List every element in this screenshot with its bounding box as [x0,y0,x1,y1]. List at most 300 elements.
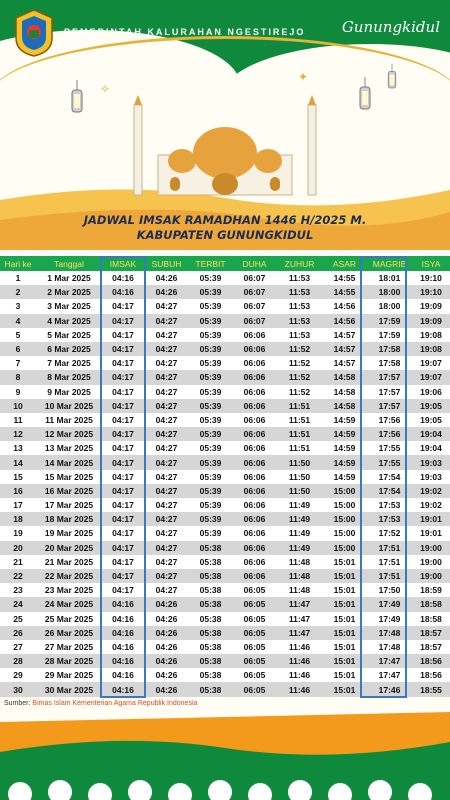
cell-duha: 06:06 [232,526,277,540]
cell-terbit: 05:39 [189,271,232,285]
cell-terbit: 05:38 [189,612,232,626]
cell-date: 20 Mar 2025 [36,541,102,555]
cell-date: 16 Mar 2025 [36,484,102,498]
cell-magrib: 17:47 [367,654,412,668]
cell-zuhur: 11:46 [277,668,322,682]
cell-magrib: 18:01 [367,271,412,285]
lantern-icon [358,72,372,122]
cell-imsak: 04:17 [102,583,144,597]
cell-duha: 06:06 [232,498,277,512]
cell-subuh: 04:26 [144,285,189,299]
schedule-title [0,213,450,243]
title-line-2: KABUPATEN GUNUNGKIDUL [136,228,314,242]
cell-imsak: 04:17 [102,484,144,498]
cell-subuh: 04:26 [144,640,189,654]
cell-terbit: 05:39 [189,399,232,413]
cell-terbit: 05:38 [189,668,232,682]
cell-magrib: 17:55 [367,441,412,455]
cell-duha: 06:05 [232,583,277,597]
column-header-subuh: SUBUH [144,256,189,271]
cell-isya: 19:02 [412,484,450,498]
cell-day: 16 [0,484,36,498]
cell-zuhur: 11:48 [277,569,322,583]
cell-duha: 06:06 [232,356,277,370]
cell-isya: 19:00 [412,541,450,555]
cell-isya: 19:08 [412,342,450,356]
cell-date: 13 Mar 2025 [36,441,102,455]
cell-date: 10 Mar 2025 [36,399,102,413]
cell-isya: 19:08 [412,328,450,342]
cell-day: 13 [0,441,36,455]
table-row [0,597,450,611]
cell-subuh: 04:27 [144,498,189,512]
imsak-schedule-table [0,256,450,697]
cell-date: 25 Mar 2025 [36,612,102,626]
cell-isya: 19:06 [412,385,450,399]
cell-terbit: 05:39 [189,470,232,484]
cell-day: 1 [0,271,36,285]
cell-imsak: 04:16 [102,668,144,682]
cell-terbit: 05:39 [189,413,232,427]
cell-terbit: 05:39 [189,370,232,384]
cell-magrib: 17:57 [367,399,412,413]
cell-imsak: 04:17 [102,498,144,512]
cell-magrib: 17:51 [367,569,412,583]
cell-imsak: 04:17 [102,314,144,328]
table-row [0,612,450,626]
cell-subuh: 04:27 [144,370,189,384]
column-header-asar: ASAR [322,256,367,271]
cell-imsak: 04:17 [102,569,144,583]
cell-asar: 15:01 [322,612,367,626]
cell-zuhur: 11:52 [277,370,322,384]
cell-zuhur: 11:50 [277,455,322,469]
table-row [0,399,450,413]
cell-date: 5 Mar 2025 [36,328,102,342]
table-row [0,498,450,512]
cell-duha: 06:05 [232,668,277,682]
cell-day: 21 [0,555,36,569]
cell-subuh: 04:27 [144,441,189,455]
cell-date: 27 Mar 2025 [36,640,102,654]
cell-magrib: 17:47 [367,668,412,682]
cell-imsak: 04:16 [102,285,144,299]
cell-zuhur: 11:52 [277,342,322,356]
cell-day: 24 [0,597,36,611]
cell-asar: 15:01 [322,640,367,654]
cell-date: 23 Mar 2025 [36,583,102,597]
cell-asar: 14:59 [322,441,367,455]
cell-subuh: 04:27 [144,512,189,526]
table-row [0,427,450,441]
cell-date: 6 Mar 2025 [36,342,102,356]
table-row [0,299,450,313]
cell-subuh: 04:27 [144,455,189,469]
cell-asar: 14:59 [322,413,367,427]
cell-magrib: 17:49 [367,597,412,611]
mosque-illustration [120,95,330,205]
cell-duha: 06:05 [232,682,277,696]
cell-magrib: 17:51 [367,555,412,569]
cell-terbit: 05:38 [189,583,232,597]
cell-terbit: 05:39 [189,455,232,469]
lantern-icon [70,80,84,120]
cell-subuh: 04:26 [144,271,189,285]
cell-date: 19 Mar 2025 [36,526,102,540]
cell-terbit: 05:39 [189,299,232,313]
cell-imsak: 04:17 [102,427,144,441]
cell-duha: 06:06 [232,555,277,569]
cell-asar: 15:01 [322,597,367,611]
cell-imsak: 04:17 [102,370,144,384]
cell-subuh: 04:27 [144,583,189,597]
cell-zuhur: 11:53 [277,314,322,328]
table-row [0,285,450,299]
cell-duha: 06:05 [232,612,277,626]
table-row [0,668,450,682]
cell-terbit: 05:39 [189,441,232,455]
cell-isya: 19:10 [412,271,450,285]
cell-zuhur: 11:50 [277,484,322,498]
table-row [0,569,450,583]
cell-asar: 15:01 [322,668,367,682]
lantern-icon [385,64,399,94]
cell-duha: 06:05 [232,626,277,640]
table-row [0,413,450,427]
cell-isya: 18:56 [412,668,450,682]
cell-duha: 06:06 [232,328,277,342]
cell-zuhur: 11:51 [277,413,322,427]
cell-magrib: 17:57 [367,385,412,399]
cell-date: 21 Mar 2025 [36,555,102,569]
cell-duha: 06:06 [232,385,277,399]
cell-duha: 06:06 [232,569,277,583]
cell-isya: 19:10 [412,285,450,299]
cell-subuh: 04:27 [144,569,189,583]
cell-isya: 18:56 [412,654,450,668]
cell-isya: 18:58 [412,597,450,611]
cell-duha: 06:06 [232,342,277,356]
cell-asar: 14:55 [322,271,367,285]
cell-subuh: 04:27 [144,299,189,313]
cell-terbit: 05:39 [189,427,232,441]
cell-zuhur: 11:49 [277,526,322,540]
cell-day: 2 [0,285,36,299]
source-label: Sumber: [4,700,31,707]
cell-imsak: 04:17 [102,441,144,455]
cell-terbit: 05:39 [189,385,232,399]
cell-subuh: 04:26 [144,668,189,682]
cell-day: 27 [0,640,36,654]
cell-imsak: 04:17 [102,455,144,469]
cell-day: 29 [0,668,36,682]
cell-magrib: 17:51 [367,541,412,555]
cell-asar: 15:00 [322,526,367,540]
cell-zuhur: 11:49 [277,541,322,555]
cell-isya: 19:02 [412,498,450,512]
cell-date: 8 Mar 2025 [36,370,102,384]
cell-day: 17 [0,498,36,512]
cell-day: 15 [0,470,36,484]
cell-duha: 06:06 [232,399,277,413]
cell-terbit: 05:39 [189,484,232,498]
table-row [0,441,450,455]
column-header-date: Tanggal [36,256,102,271]
cell-zuhur: 11:52 [277,356,322,370]
cell-magrib: 17:48 [367,640,412,654]
cell-magrib: 17:54 [367,470,412,484]
cell-subuh: 04:27 [144,484,189,498]
cell-zuhur: 11:53 [277,299,322,313]
header-org-name: PEMERINTAH KALURAHAN NGESTIREJO [64,27,306,37]
cell-subuh: 04:27 [144,541,189,555]
cell-terbit: 05:38 [189,640,232,654]
cell-terbit: 05:38 [189,597,232,611]
cell-asar: 14:56 [322,314,367,328]
regency-emblem-icon [12,8,56,58]
cell-zuhur: 11:49 [277,512,322,526]
cell-date: 17 Mar 2025 [36,498,102,512]
cell-day: 9 [0,385,36,399]
cell-zuhur: 11:53 [277,271,322,285]
cell-duha: 06:05 [232,597,277,611]
cell-asar: 14:58 [322,399,367,413]
cell-terbit: 05:38 [189,569,232,583]
cell-isya: 19:01 [412,512,450,526]
cell-magrib: 17:49 [367,612,412,626]
cell-duha: 06:06 [232,512,277,526]
title-line-1: JADWAL IMSAK RAMADHAN 1446 H/2025 M. [83,213,367,227]
cell-day: 19 [0,526,36,540]
cell-imsak: 04:17 [102,342,144,356]
cell-date: 9 Mar 2025 [36,385,102,399]
cell-imsak: 04:16 [102,626,144,640]
cell-subuh: 04:27 [144,413,189,427]
cell-isya: 19:09 [412,314,450,328]
cell-imsak: 04:17 [102,356,144,370]
cell-terbit: 05:39 [189,314,232,328]
table-row [0,682,450,696]
cell-asar: 14:56 [322,299,367,313]
cell-imsak: 04:17 [102,541,144,555]
cell-duha: 06:05 [232,640,277,654]
cell-subuh: 04:27 [144,328,189,342]
cell-duha: 06:06 [232,427,277,441]
table-row [0,356,450,370]
column-header-duha: DUHA [232,256,277,271]
cell-isya: 19:09 [412,299,450,313]
cell-subuh: 04:27 [144,356,189,370]
cell-asar: 14:59 [322,470,367,484]
cell-asar: 14:59 [322,455,367,469]
cell-magrib: 17:58 [367,356,412,370]
cell-zuhur: 11:51 [277,441,322,455]
cell-date: 14 Mar 2025 [36,455,102,469]
cell-duha: 06:06 [232,413,277,427]
cell-asar: 15:00 [322,484,367,498]
cell-day: 26 [0,626,36,640]
cell-imsak: 04:16 [102,640,144,654]
cell-isya: 19:04 [412,441,450,455]
cell-duha: 06:05 [232,654,277,668]
cell-date: 24 Mar 2025 [36,597,102,611]
cell-imsak: 04:17 [102,385,144,399]
cell-asar: 15:00 [322,541,367,555]
cell-asar: 15:01 [322,583,367,597]
cell-magrib: 17:52 [367,526,412,540]
cell-date: 28 Mar 2025 [36,654,102,668]
cell-zuhur: 11:52 [277,385,322,399]
cell-zuhur: 11:47 [277,626,322,640]
cell-day: 20 [0,541,36,555]
cell-day: 18 [0,512,36,526]
cell-terbit: 05:38 [189,541,232,555]
cell-magrib: 17:57 [367,370,412,384]
cell-magrib: 17:59 [367,328,412,342]
cell-imsak: 04:17 [102,512,144,526]
cell-date: 2 Mar 2025 [36,285,102,299]
cell-imsak: 04:16 [102,682,144,696]
brand-logo-text: Gunungkidul [341,18,440,36]
cell-isya: 18:57 [412,640,450,654]
cell-terbit: 05:39 [189,498,232,512]
table-row [0,370,450,384]
column-header-imsak: IMSAK [102,256,144,271]
cell-date: 18 Mar 2025 [36,512,102,526]
cell-zuhur: 11:47 [277,597,322,611]
cell-date: 4 Mar 2025 [36,314,102,328]
column-header-magrib: MAGRIB [367,256,412,271]
cell-asar: 15:00 [322,498,367,512]
cell-isya: 19:07 [412,356,450,370]
cell-day: 8 [0,370,36,384]
cell-terbit: 05:39 [189,285,232,299]
cell-subuh: 04:27 [144,555,189,569]
cell-duha: 06:06 [232,484,277,498]
cell-imsak: 04:16 [102,271,144,285]
column-header-zuhur: ZUHUR [277,256,322,271]
table-row [0,640,450,654]
cell-date: 3 Mar 2025 [36,299,102,313]
table-row [0,555,450,569]
cell-day: 30 [0,682,36,696]
cell-imsak: 04:17 [102,399,144,413]
cell-day: 23 [0,583,36,597]
cell-imsak: 04:17 [102,555,144,569]
cell-zuhur: 11:46 [277,682,322,696]
cell-date: 11 Mar 2025 [36,413,102,427]
cell-zuhur: 11:46 [277,640,322,654]
cell-date: 12 Mar 2025 [36,427,102,441]
cell-duha: 06:07 [232,314,277,328]
cell-imsak: 04:16 [102,654,144,668]
cell-day: 12 [0,427,36,441]
cell-date: 26 Mar 2025 [36,626,102,640]
table-header-row [0,256,450,271]
cell-asar: 15:01 [322,626,367,640]
cell-date: 15 Mar 2025 [36,470,102,484]
table-row [0,526,450,540]
cell-asar: 14:55 [322,285,367,299]
cell-subuh: 04:26 [144,654,189,668]
cell-magrib: 17:59 [367,314,412,328]
cell-subuh: 04:26 [144,626,189,640]
cell-subuh: 04:27 [144,314,189,328]
cell-asar: 15:01 [322,555,367,569]
column-header-terbit: TERBIT [189,256,232,271]
cell-isya: 18:58 [412,612,450,626]
cell-date: 22 Mar 2025 [36,569,102,583]
cell-zuhur: 11:50 [277,470,322,484]
cell-day: 5 [0,328,36,342]
cell-duha: 06:06 [232,455,277,469]
cell-magrib: 17:53 [367,512,412,526]
source-organization: Bimas Islam Kementerian Agama Republik Indonesia [32,700,198,707]
cell-subuh: 04:27 [144,526,189,540]
table-row [0,455,450,469]
cell-asar: 14:59 [322,427,367,441]
cell-terbit: 05:39 [189,328,232,342]
table-row [0,342,450,356]
cell-magrib: 17:56 [367,413,412,427]
cell-terbit: 05:39 [189,342,232,356]
cell-day: 22 [0,569,36,583]
source-credit [4,700,197,707]
cell-asar: 14:57 [322,356,367,370]
cell-subuh: 04:27 [144,427,189,441]
cell-asar: 14:58 [322,370,367,384]
cell-zuhur: 11:46 [277,654,322,668]
cell-isya: 19:00 [412,569,450,583]
cell-isya: 19:05 [412,413,450,427]
cell-magrib: 18:00 [367,299,412,313]
cell-duha: 06:06 [232,441,277,455]
table-row [0,271,450,285]
cell-terbit: 05:39 [189,526,232,540]
cell-day: 3 [0,299,36,313]
cell-duha: 06:06 [232,470,277,484]
column-header-day: Hari ke [0,256,36,271]
cell-zuhur: 11:51 [277,427,322,441]
cell-day: 4 [0,314,36,328]
table-row [0,314,450,328]
cell-isya: 19:03 [412,470,450,484]
cell-imsak: 04:16 [102,597,144,611]
cell-subuh: 04:27 [144,470,189,484]
cell-magrib: 17:50 [367,583,412,597]
cell-zuhur: 11:53 [277,328,322,342]
cell-asar: 14:58 [322,385,367,399]
cell-imsak: 04:17 [102,413,144,427]
cell-date: 1 Mar 2025 [36,271,102,285]
bottom-decoration [0,712,450,800]
cell-terbit: 05:38 [189,682,232,696]
star-icon: ✧ [100,82,111,96]
cell-day: 7 [0,356,36,370]
cell-date: 7 Mar 2025 [36,356,102,370]
cell-magrib: 18:00 [367,285,412,299]
cell-isya: 18:57 [412,626,450,640]
cell-subuh: 04:26 [144,682,189,696]
cell-date: 30 Mar 2025 [36,682,102,696]
cell-asar: 15:01 [322,569,367,583]
cell-magrib: 17:54 [367,484,412,498]
cell-day: 25 [0,612,36,626]
cell-asar: 15:00 [322,512,367,526]
column-header-isya: ISYA [412,256,450,271]
cell-duha: 06:07 [232,299,277,313]
table-row [0,654,450,668]
